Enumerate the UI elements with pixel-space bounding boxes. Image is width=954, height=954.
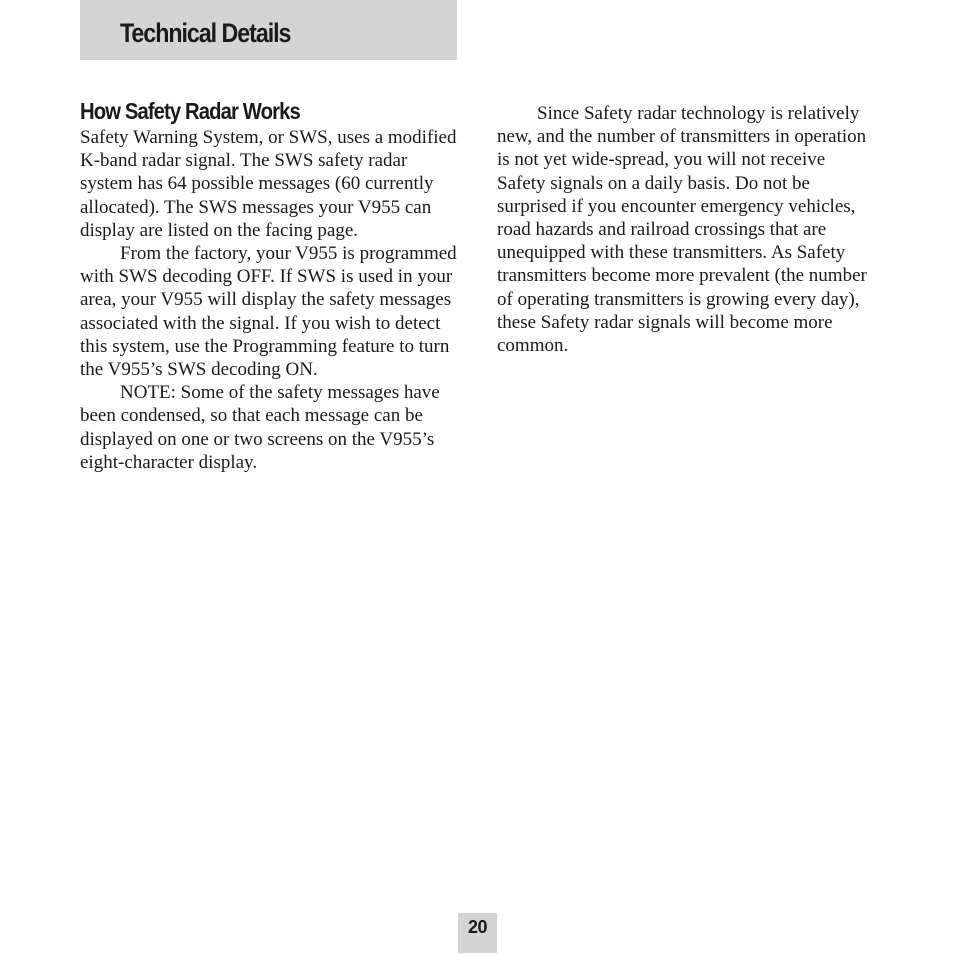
right-column [497, 102, 867, 357]
section-heading: How Safety Radar Works [80, 98, 300, 124]
page-number-box [458, 913, 497, 953]
page-title: Technical Details [120, 18, 291, 48]
page-number: 20 [467, 917, 488, 937]
paragraph-technology: Since Safety radar technology is relatively new, and the number of transmitters in operation is not yet wide-spread, you will not receive Safety signals on a daily basis. Do not be surprised if you encounter emergency vehicles, road hazards and railroad crossings that are unequipped with these transmitters. As Safety transmitters become more prevalent (the number of operating transmitters is growing every day), these Safety radar signals will become more common. [497, 103, 867, 357]
left-column [80, 96, 460, 474]
header-band [80, 0, 457, 60]
paragraph-note: NOTE: Some of the safety messages have been condensed, so that each message can be displayed on one or two screens on the V955’s eight-character display. [80, 382, 440, 473]
paragraph-factory-settings: From the factory, your V955 is programmed with SWS decoding OFF. If SWS is used in your area, your V955 will display the safety messages associated with the signal. If you wish to detect this system, use the Programming feature to turn the V955’s SWS decoding ON. [80, 243, 457, 381]
paragraph-sws-intro: Safety Warning System, or SWS, uses a modified K-band radar signal. The SWS safety radar system has 64 possible messages (60 currently allocated). The SWS messages your V955 can display are listed on the facing page. [80, 127, 457, 241]
